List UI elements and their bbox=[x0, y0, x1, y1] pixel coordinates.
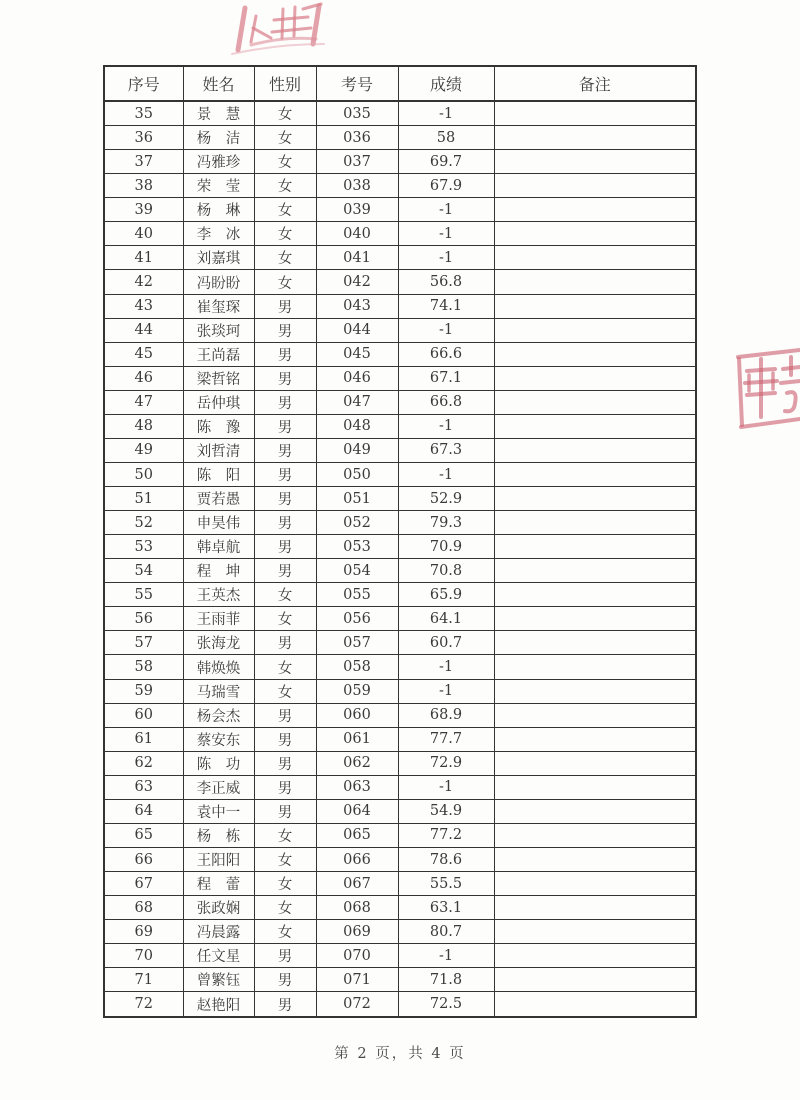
cell-number: 59 bbox=[104, 679, 183, 703]
cell-number: 36 bbox=[104, 126, 183, 150]
cell-note bbox=[494, 535, 696, 559]
cell-exam-number: 060 bbox=[316, 703, 398, 727]
cell-exam-number: 070 bbox=[316, 944, 398, 968]
cell-exam-number: 048 bbox=[316, 414, 398, 438]
table-row bbox=[104, 944, 696, 968]
cell-number: 70 bbox=[104, 944, 183, 968]
cell-name: 蔡安东 bbox=[183, 727, 254, 751]
cell-score: -1 bbox=[398, 944, 494, 968]
cell-gender: 女 bbox=[254, 126, 316, 150]
cell-note bbox=[494, 198, 696, 222]
cell-exam-number: 055 bbox=[316, 583, 398, 607]
cell-gender: 女 bbox=[254, 823, 316, 847]
cell-exam-number: 058 bbox=[316, 655, 398, 679]
table-row bbox=[104, 390, 696, 414]
cell-note bbox=[494, 126, 696, 150]
cell-number: 41 bbox=[104, 246, 183, 270]
cell-gender: 女 bbox=[254, 222, 316, 246]
cell-note bbox=[494, 992, 696, 1017]
cell-exam-number: 071 bbox=[316, 968, 398, 992]
cell-gender: 男 bbox=[254, 294, 316, 318]
cell-score: 68.9 bbox=[398, 703, 494, 727]
cell-name: 荣 莹 bbox=[183, 174, 254, 198]
cell-name: 任文星 bbox=[183, 944, 254, 968]
cell-exam-number: 040 bbox=[316, 222, 398, 246]
cell-name: 王英杰 bbox=[183, 583, 254, 607]
cell-exam-number: 047 bbox=[316, 390, 398, 414]
cell-exam-number: 054 bbox=[316, 559, 398, 583]
cell-exam-number: 037 bbox=[316, 150, 398, 174]
table-row bbox=[104, 631, 696, 655]
table-row bbox=[104, 655, 696, 679]
cell-exam-number: 066 bbox=[316, 847, 398, 871]
cell-exam-number: 061 bbox=[316, 727, 398, 751]
table-row bbox=[104, 847, 696, 871]
cell-number: 60 bbox=[104, 703, 183, 727]
cell-name: 王尚磊 bbox=[183, 342, 254, 366]
cell-exam-number: 035 bbox=[316, 101, 398, 126]
cell-note bbox=[494, 487, 696, 511]
cell-score: -1 bbox=[398, 246, 494, 270]
cell-exam-number: 064 bbox=[316, 799, 398, 823]
score-table bbox=[103, 65, 697, 1018]
cell-gender: 男 bbox=[254, 366, 316, 390]
cell-exam-number: 043 bbox=[316, 294, 398, 318]
cell-score: 56.8 bbox=[398, 270, 494, 294]
cell-name: 陈 阳 bbox=[183, 462, 254, 486]
cell-number: 67 bbox=[104, 872, 183, 896]
cell-number: 53 bbox=[104, 535, 183, 559]
cell-number: 43 bbox=[104, 294, 183, 318]
table-row bbox=[104, 799, 696, 823]
cell-number: 71 bbox=[104, 968, 183, 992]
cell-note bbox=[494, 968, 696, 992]
cell-gender: 女 bbox=[254, 679, 316, 703]
cell-score: 64.1 bbox=[398, 607, 494, 631]
cell-score: -1 bbox=[398, 679, 494, 703]
cell-gender: 男 bbox=[254, 559, 316, 583]
cell-score: 77.7 bbox=[398, 727, 494, 751]
cell-note bbox=[494, 438, 696, 462]
cell-name: 杨 洁 bbox=[183, 126, 254, 150]
cell-name: 杨 琳 bbox=[183, 198, 254, 222]
cell-gender: 女 bbox=[254, 896, 316, 920]
red-stamp-top-strokes bbox=[215, 0, 340, 60]
cell-name: 张政娴 bbox=[183, 896, 254, 920]
cell-name: 韩焕焕 bbox=[183, 655, 254, 679]
cell-number: 62 bbox=[104, 751, 183, 775]
cell-score: 63.1 bbox=[398, 896, 494, 920]
table-row bbox=[104, 174, 696, 198]
column-header-exam-number: 考号 bbox=[316, 66, 398, 101]
table-row bbox=[104, 342, 696, 366]
table-row bbox=[104, 823, 696, 847]
cell-score: 80.7 bbox=[398, 920, 494, 944]
cell-note bbox=[494, 583, 696, 607]
table-row bbox=[104, 270, 696, 294]
table-row bbox=[104, 126, 696, 150]
cell-exam-number: 045 bbox=[316, 342, 398, 366]
cell-name: 景 慧 bbox=[183, 101, 254, 126]
cell-name: 冯雅珍 bbox=[183, 150, 254, 174]
table-row bbox=[104, 246, 696, 270]
cell-exam-number: 056 bbox=[316, 607, 398, 631]
cell-number: 39 bbox=[104, 198, 183, 222]
cell-score: -1 bbox=[398, 318, 494, 342]
cell-number: 69 bbox=[104, 920, 183, 944]
cell-note bbox=[494, 847, 696, 871]
table-row bbox=[104, 198, 696, 222]
cell-exam-number: 039 bbox=[316, 198, 398, 222]
cell-score: 79.3 bbox=[398, 511, 494, 535]
table-row bbox=[104, 101, 696, 126]
cell-number: 44 bbox=[104, 318, 183, 342]
cell-number: 48 bbox=[104, 414, 183, 438]
cell-note bbox=[494, 607, 696, 631]
cell-note bbox=[494, 559, 696, 583]
cell-exam-number: 069 bbox=[316, 920, 398, 944]
cell-gender: 女 bbox=[254, 198, 316, 222]
table-row bbox=[104, 414, 696, 438]
cell-gender: 女 bbox=[254, 607, 316, 631]
cell-name: 申昊伟 bbox=[183, 511, 254, 535]
red-stamp-top bbox=[215, 0, 340, 60]
cell-number: 50 bbox=[104, 462, 183, 486]
cell-gender: 男 bbox=[254, 751, 316, 775]
cell-exam-number: 051 bbox=[316, 487, 398, 511]
cell-gender: 女 bbox=[254, 847, 316, 871]
cell-name: 王雨菲 bbox=[183, 607, 254, 631]
cell-gender: 男 bbox=[254, 799, 316, 823]
cell-score: -1 bbox=[398, 101, 494, 126]
cell-exam-number: 065 bbox=[316, 823, 398, 847]
cell-score: 78.6 bbox=[398, 847, 494, 871]
cell-score: 55.5 bbox=[398, 872, 494, 896]
cell-gender: 女 bbox=[254, 872, 316, 896]
cell-name: 赵艳阳 bbox=[183, 992, 254, 1017]
cell-score: 65.9 bbox=[398, 583, 494, 607]
cell-score: 69.7 bbox=[398, 150, 494, 174]
cell-name: 王阳阳 bbox=[183, 847, 254, 871]
cell-name: 张海龙 bbox=[183, 631, 254, 655]
cell-note bbox=[494, 222, 696, 246]
cell-note bbox=[494, 342, 696, 366]
cell-gender: 男 bbox=[254, 727, 316, 751]
cell-number: 54 bbox=[104, 559, 183, 583]
cell-number: 58 bbox=[104, 655, 183, 679]
cell-exam-number: 053 bbox=[316, 535, 398, 559]
cell-gender: 男 bbox=[254, 390, 316, 414]
cell-name: 张琰珂 bbox=[183, 318, 254, 342]
cell-score: 77.2 bbox=[398, 823, 494, 847]
cell-number: 38 bbox=[104, 174, 183, 198]
cell-number: 72 bbox=[104, 992, 183, 1017]
table-row bbox=[104, 222, 696, 246]
cell-exam-number: 059 bbox=[316, 679, 398, 703]
column-header-note: 备注 bbox=[494, 66, 696, 101]
cell-note bbox=[494, 270, 696, 294]
cell-exam-number: 063 bbox=[316, 775, 398, 799]
cell-gender: 女 bbox=[254, 150, 316, 174]
cell-note bbox=[494, 823, 696, 847]
cell-number: 35 bbox=[104, 101, 183, 126]
cell-name: 崔玺琛 bbox=[183, 294, 254, 318]
cell-score: 67.1 bbox=[398, 366, 494, 390]
cell-exam-number: 049 bbox=[316, 438, 398, 462]
cell-note bbox=[494, 799, 696, 823]
table-row bbox=[104, 896, 696, 920]
cell-exam-number: 067 bbox=[316, 872, 398, 896]
cell-note bbox=[494, 294, 696, 318]
cell-note bbox=[494, 631, 696, 655]
cell-number: 45 bbox=[104, 342, 183, 366]
cell-score: 52.9 bbox=[398, 487, 494, 511]
cell-score: -1 bbox=[398, 655, 494, 679]
cell-gender: 男 bbox=[254, 703, 316, 727]
cell-score: 58 bbox=[398, 126, 494, 150]
cell-score: 67.9 bbox=[398, 174, 494, 198]
cell-note bbox=[494, 174, 696, 198]
cell-name: 刘嘉琪 bbox=[183, 246, 254, 270]
cell-gender: 男 bbox=[254, 631, 316, 655]
cell-number: 40 bbox=[104, 222, 183, 246]
cell-gender: 男 bbox=[254, 992, 316, 1017]
cell-note bbox=[494, 511, 696, 535]
cell-number: 37 bbox=[104, 150, 183, 174]
cell-score: -1 bbox=[398, 775, 494, 799]
cell-name: 刘哲清 bbox=[183, 438, 254, 462]
cell-name: 岳仲琪 bbox=[183, 390, 254, 414]
cell-exam-number: 062 bbox=[316, 751, 398, 775]
cell-exam-number: 072 bbox=[316, 992, 398, 1017]
cell-name: 袁中一 bbox=[183, 799, 254, 823]
cell-number: 57 bbox=[104, 631, 183, 655]
cell-exam-number: 044 bbox=[316, 318, 398, 342]
cell-score: 60.7 bbox=[398, 631, 494, 655]
column-header-score: 成绩 bbox=[398, 66, 494, 101]
red-stamp-right bbox=[735, 345, 800, 430]
cell-exam-number: 068 bbox=[316, 896, 398, 920]
cell-score: 72.5 bbox=[398, 992, 494, 1017]
cell-score: 70.9 bbox=[398, 535, 494, 559]
column-header-gender: 性别 bbox=[254, 66, 316, 101]
cell-number: 56 bbox=[104, 607, 183, 631]
cell-note bbox=[494, 414, 696, 438]
cell-number: 47 bbox=[104, 390, 183, 414]
page-number: 第 2 页，共 4 页 bbox=[334, 1046, 466, 1062]
cell-gender: 男 bbox=[254, 318, 316, 342]
cell-number: 64 bbox=[104, 799, 183, 823]
header-row bbox=[104, 66, 696, 101]
cell-gender: 女 bbox=[254, 174, 316, 198]
cell-score: -1 bbox=[398, 414, 494, 438]
cell-score: 67.3 bbox=[398, 438, 494, 462]
table-row bbox=[104, 535, 696, 559]
column-header-number: 序号 bbox=[104, 66, 183, 101]
cell-name: 程 蕾 bbox=[183, 872, 254, 896]
cell-score: 66.6 bbox=[398, 342, 494, 366]
cell-score: 72.9 bbox=[398, 751, 494, 775]
cell-note bbox=[494, 366, 696, 390]
cell-note bbox=[494, 390, 696, 414]
cell-note bbox=[494, 775, 696, 799]
cell-name: 李 冰 bbox=[183, 222, 254, 246]
cell-score: 54.9 bbox=[398, 799, 494, 823]
cell-name: 冯晨露 bbox=[183, 920, 254, 944]
cell-number: 52 bbox=[104, 511, 183, 535]
table-row bbox=[104, 872, 696, 896]
cell-number: 55 bbox=[104, 583, 183, 607]
cell-gender: 男 bbox=[254, 535, 316, 559]
cell-exam-number: 042 bbox=[316, 270, 398, 294]
cell-number: 51 bbox=[104, 487, 183, 511]
table-row bbox=[104, 366, 696, 390]
table-row bbox=[104, 487, 696, 511]
cell-gender: 男 bbox=[254, 414, 316, 438]
cell-name: 贾若愚 bbox=[183, 487, 254, 511]
cell-number: 63 bbox=[104, 775, 183, 799]
cell-score: 74.1 bbox=[398, 294, 494, 318]
table-row bbox=[104, 992, 696, 1017]
red-stamp-right-strokes bbox=[735, 345, 800, 430]
table-row bbox=[104, 920, 696, 944]
cell-note bbox=[494, 944, 696, 968]
cell-name: 梁哲铭 bbox=[183, 366, 254, 390]
cell-name: 杨 栋 bbox=[183, 823, 254, 847]
cell-name: 马瑞雪 bbox=[183, 679, 254, 703]
cell-score: -1 bbox=[398, 462, 494, 486]
cell-name: 程 坤 bbox=[183, 559, 254, 583]
cell-name: 曾繁钰 bbox=[183, 968, 254, 992]
cell-note bbox=[494, 703, 696, 727]
table-row bbox=[104, 703, 696, 727]
table-row bbox=[104, 968, 696, 992]
cell-note bbox=[494, 318, 696, 342]
cell-number: 42 bbox=[104, 270, 183, 294]
cell-gender: 男 bbox=[254, 775, 316, 799]
cell-gender: 男 bbox=[254, 511, 316, 535]
cell-note bbox=[494, 246, 696, 270]
cell-note bbox=[494, 655, 696, 679]
cell-note bbox=[494, 751, 696, 775]
cell-name: 陈 功 bbox=[183, 751, 254, 775]
cell-gender: 男 bbox=[254, 487, 316, 511]
cell-exam-number: 036 bbox=[316, 126, 398, 150]
cell-gender: 女 bbox=[254, 583, 316, 607]
cell-score: 66.8 bbox=[398, 390, 494, 414]
cell-number: 61 bbox=[104, 727, 183, 751]
cell-gender: 男 bbox=[254, 968, 316, 992]
table-row bbox=[104, 679, 696, 703]
cell-gender: 女 bbox=[254, 920, 316, 944]
table-row bbox=[104, 462, 696, 486]
cell-note bbox=[494, 727, 696, 751]
cell-exam-number: 057 bbox=[316, 631, 398, 655]
cell-exam-number: 050 bbox=[316, 462, 398, 486]
cell-number: 49 bbox=[104, 438, 183, 462]
cell-note bbox=[494, 150, 696, 174]
cell-score: -1 bbox=[398, 198, 494, 222]
cell-exam-number: 038 bbox=[316, 174, 398, 198]
cell-name: 李正威 bbox=[183, 775, 254, 799]
cell-note bbox=[494, 679, 696, 703]
table-row bbox=[104, 294, 696, 318]
column-header-name: 姓名 bbox=[183, 66, 254, 101]
cell-gender: 女 bbox=[254, 270, 316, 294]
cell-gender: 女 bbox=[254, 101, 316, 126]
cell-score: -1 bbox=[398, 222, 494, 246]
cell-number: 68 bbox=[104, 896, 183, 920]
cell-name: 陈 豫 bbox=[183, 414, 254, 438]
table-row bbox=[104, 607, 696, 631]
cell-number: 66 bbox=[104, 847, 183, 871]
table-row bbox=[104, 775, 696, 799]
table-row bbox=[104, 150, 696, 174]
table-row bbox=[104, 318, 696, 342]
cell-gender: 男 bbox=[254, 342, 316, 366]
cell-name: 韩卓航 bbox=[183, 535, 254, 559]
cell-note bbox=[494, 896, 696, 920]
cell-note bbox=[494, 920, 696, 944]
cell-name: 杨会杰 bbox=[183, 703, 254, 727]
cell-note bbox=[494, 101, 696, 126]
table-row bbox=[104, 583, 696, 607]
cell-gender: 男 bbox=[254, 462, 316, 486]
cell-number: 46 bbox=[104, 366, 183, 390]
table-row bbox=[104, 559, 696, 583]
table-row bbox=[104, 751, 696, 775]
cell-number: 65 bbox=[104, 823, 183, 847]
cell-note bbox=[494, 872, 696, 896]
cell-gender: 男 bbox=[254, 438, 316, 462]
cell-name: 冯盼盼 bbox=[183, 270, 254, 294]
cell-exam-number: 041 bbox=[316, 246, 398, 270]
cell-gender: 女 bbox=[254, 246, 316, 270]
cell-gender: 女 bbox=[254, 655, 316, 679]
cell-note bbox=[494, 462, 696, 486]
cell-score: 71.8 bbox=[398, 968, 494, 992]
cell-exam-number: 046 bbox=[316, 366, 398, 390]
cell-exam-number: 052 bbox=[316, 511, 398, 535]
table-row bbox=[104, 511, 696, 535]
table-row bbox=[104, 438, 696, 462]
cell-gender: 男 bbox=[254, 944, 316, 968]
cell-score: 70.8 bbox=[398, 559, 494, 583]
table-row bbox=[104, 727, 696, 751]
